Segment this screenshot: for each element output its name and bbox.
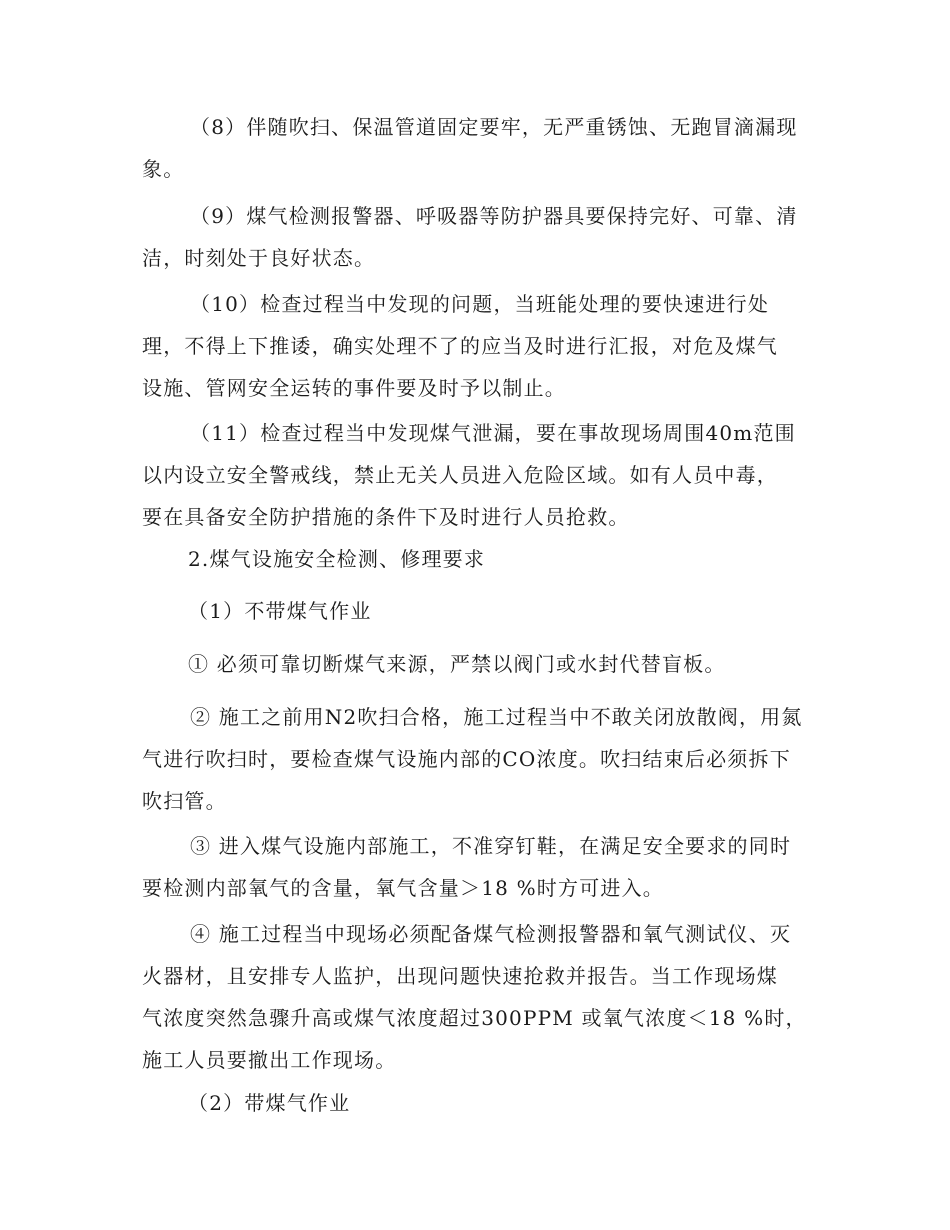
clause-2 [142,696,822,822]
clause-3 [142,825,822,909]
paragraph-item-10 [142,283,822,409]
text-line: 施工人员要撤出工作现场。 [142,1048,397,1072]
subsection-heading-with-gas: （2）带煤气作业 [188,1091,351,1115]
text-line: 要在具备安全防护措施的条件下及时进行人员抢救。 [142,505,630,529]
subsection-heading-no-gas: （1）不带煤气作业 [188,599,372,623]
text-line: 理，不得上下推诿，确实处理不了的应当及时进行汇报，对危及煤气 [142,334,778,358]
text-line: ④ 施工过程当中现场必须配备煤气检测报警器和氧气测试仪、灭 [190,922,792,946]
clause-1: ① 必须可靠切断煤气来源，严禁以阀门或水封代替盲板。 [188,652,726,676]
text-line: 设施、管网安全运转的事件要及时予以制止。 [142,376,566,400]
text-line: 洁，时刻处于良好状态。 [142,246,376,270]
text-line: （8）伴随吹扫、保温管道固定要牢，无严重锈蚀、无跑冒滴漏现 [190,115,798,139]
paragraph-item-9 [142,195,822,279]
text-line: 要检测内部氧气的含量，氧气含量＞18 %时方可进入。 [142,876,665,900]
text-line: （11）检查过程当中发现煤气泄漏，要在事故现场周围40m范围 [190,421,796,445]
text-line: 气浓度突然急骤升高或煤气浓度超过300PPM 或氧气浓度＜18 %时， [142,1006,807,1030]
text-line: （10）检查过程当中发现的问题，当班能处理的要快速进行处 [190,292,770,316]
text-line: ② 施工之前用N2吹扫合格，施工过程当中不敢关闭放散阀，用氮 [190,705,803,729]
clause-4 [142,913,822,1081]
text-line: 象。 [142,157,185,181]
paragraph-item-8 [142,106,822,190]
section-heading: 2.煤气设施安全检测、修理要求 [188,547,486,571]
text-line: 气进行吹扫时，要检查煤气设施内部的CO浓度。吹扫结束后必须拆下 [142,747,791,771]
text-line: （9）煤气检测报警器、呼吸器等防护器具要保持完好、可靠、清 [190,204,798,228]
text-line: 火器材，且安排专人监护，出现问题快速抢救并报告。当工作现场煤 [142,964,778,988]
text-line: 以内设立安全警戒线，禁止无关人员进入危险区域。如有人员中毒， [142,463,778,487]
text-line: ③ 进入煤气设施内部施工，不准穿钉鞋，在满足安全要求的同时 [190,834,792,858]
paragraph-item-11 [142,412,822,538]
text-line: 吹扫管。 [142,789,227,813]
